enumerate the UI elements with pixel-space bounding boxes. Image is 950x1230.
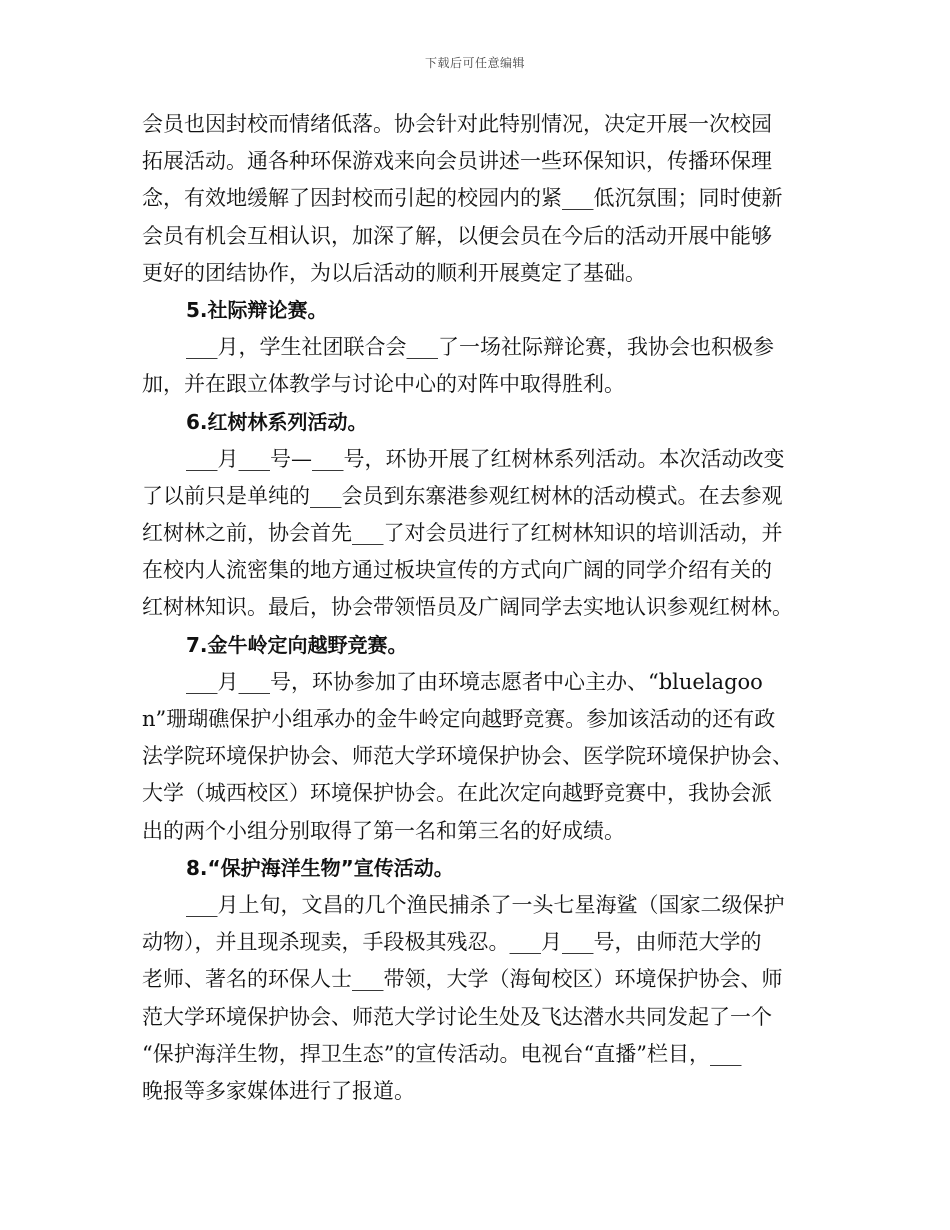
section-heading: 7.金牛岭定向越野竞赛。 bbox=[186, 632, 408, 657]
paragraph-first-line: ___月___号，环协参加了由环境志愿者中心主办、“bluelagoo bbox=[186, 669, 763, 694]
paragraph-first-line: ___月上旬，文昌的几个渔民捕杀了一头七星海鲨（国家二级保护 bbox=[186, 892, 785, 917]
paragraph-line: 范大学环境保护协会、师范大学讨论生处及飞达潜水共同发起了一个 bbox=[142, 1004, 772, 1029]
paragraph-line: 加，并在跟立体教学与讨论中心的对阵中取得胜利。 bbox=[142, 372, 625, 397]
paragraph-line: 会员也因封校而情绪低落。协会针对此特别情况，决定开展一次校园 bbox=[142, 112, 772, 136]
paragraph-line: 大学（城西校区）环境保护协会。在此次定向越野竞赛中，我协会派 bbox=[142, 781, 772, 806]
document-body bbox=[142, 106, 814, 1110]
paragraph-line: 法学院环境保护协会、师范大学环境保护协会、医学院环境保护协会、 bbox=[142, 744, 793, 769]
paragraph-line: n”珊瑚礁保护小组承办的金牛岭定向越野竞赛。参加该活动的还有政 bbox=[142, 707, 776, 731]
paragraph-line: 出的两个小组分别取得了第一名和第三名的好成绩。 bbox=[142, 818, 625, 843]
paragraph-line: 拓展活动。通各种环保游戏来向会员讲述一些环保知识，传播环保理 bbox=[142, 149, 772, 174]
paragraph-line: 红树林知识。最后，协会带领悟员及广阔同学去实地认识参观红树林。 bbox=[142, 595, 793, 620]
paragraph-line: 在校内人流密集的地方通过板块宣传的方式向广阔的同学介绍有关的 bbox=[142, 558, 772, 583]
paragraph-line: 晚报等多家媒体进行了报道。 bbox=[142, 1078, 415, 1103]
paragraph-line: 更好的团结协作，为以后活动的顺利开展奠定了基础。 bbox=[142, 260, 646, 285]
paragraph-line: 红树林之前，协会首先___了对会员进行了红树林知识的培训活动，并 bbox=[142, 521, 783, 546]
paragraph-first-line: ___月，学生社团联合会___了一场社际辩论赛，我协会也积极参 bbox=[186, 335, 774, 360]
paragraph-line: 会员有机会互相认识，加深了解，以便会员在今后的活动开展中能够 bbox=[142, 223, 772, 248]
paragraph-first-line: ___月___号—___号，环协开展了红树林系列活动。本次活动改变 bbox=[186, 446, 785, 471]
paragraph-line: 老师、著名的环保人士___带领，大学（海甸校区）环境保护协会、师 bbox=[142, 967, 783, 992]
paragraph-line: 动物），并且现杀现卖，手段极其残忍。___月___号，由师范大学的 bbox=[142, 930, 762, 955]
section-heading: 8.“保护海洋生物”宣传活动。 bbox=[186, 855, 454, 880]
paragraph-line: 念，有效地缓解了因封校而引起的校园内的紧___低沉氛围；同时使新 bbox=[142, 186, 783, 211]
paragraph-line: “保护海洋生物，捍卫生态”的宣传活动。电视台“直播”栏目，___ bbox=[142, 1041, 742, 1066]
section-heading: 5.社际辩论赛。 bbox=[186, 297, 328, 322]
section-heading: 6.红树林系列活动。 bbox=[186, 409, 368, 434]
paragraph-line: 了以前只是单纯的___会员到东寨港参观红树林的活动模式。在去参观 bbox=[142, 483, 783, 508]
page-header: 下载后可任意编辑 bbox=[424, 56, 525, 70]
